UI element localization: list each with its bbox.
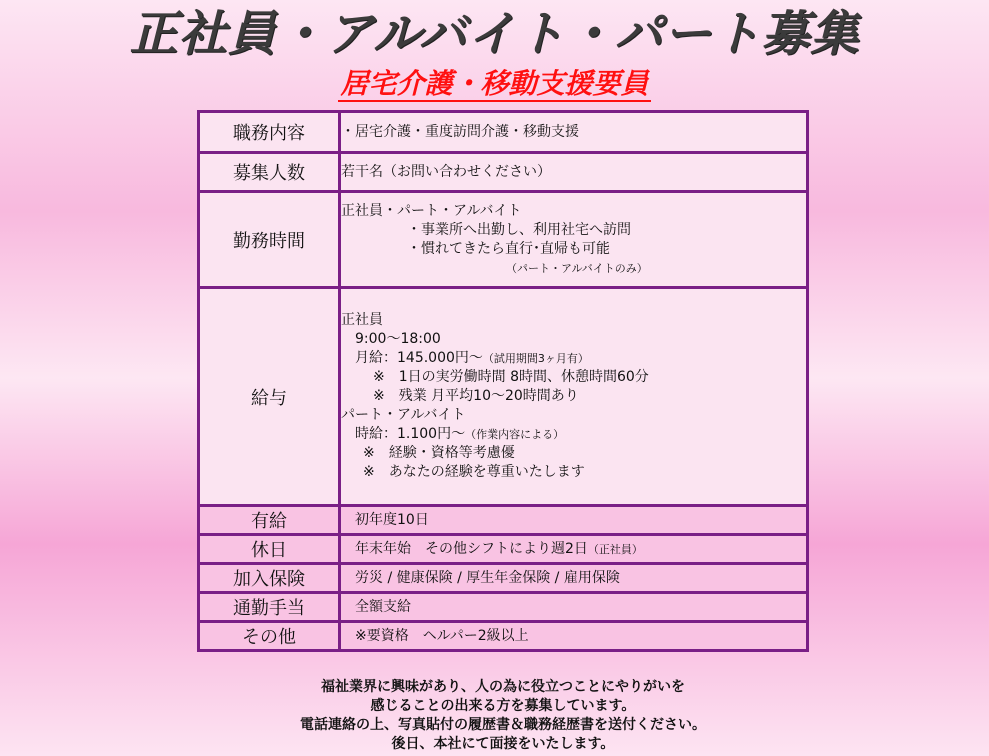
salary-trial-note: （試用期間3ヶ月有） — [482, 352, 589, 365]
content-line: ・事業所へ出勤し、利用社宅へ訪問 — [407, 221, 631, 238]
content-line: 労災 / 健康保険 / 厚生年金保険 / 雇用保険 — [355, 569, 620, 586]
table-row — [199, 288, 808, 506]
row-label: 職務内容 — [199, 112, 340, 153]
content-line: ・居宅介護・重度訪問介護・移動支援 — [341, 123, 579, 140]
content-line: ※要資格 ヘルパー2級以上 — [355, 627, 529, 644]
row-label: 募集人数 — [199, 153, 340, 192]
row-label: 休日 — [199, 535, 340, 564]
job-info-table — [197, 110, 809, 652]
salary-hourly: 時給：1.100円～ — [355, 426, 466, 442]
row-content — [340, 506, 808, 535]
row-label: 通勤手当 — [199, 593, 340, 622]
row-content — [340, 593, 808, 622]
content-line: パート・アルバイト — [341, 407, 466, 423]
row-content — [340, 192, 808, 288]
table-row — [199, 535, 808, 564]
row-label: その他 — [199, 622, 340, 651]
row-content — [340, 564, 808, 593]
row-label: 有給 — [199, 506, 340, 535]
content-line: （パート・アルバイトのみ） — [506, 261, 648, 275]
row-content — [340, 153, 808, 192]
row-content — [340, 622, 808, 651]
content-line: 正社員・パート・アルバイト — [341, 202, 522, 219]
footer-line: 感じることの出来る方を募集しています。 — [370, 698, 636, 714]
footer-line: 後日、本社にて面接をいたします。 — [391, 736, 615, 752]
salary-monthly: 月給：145.000円～ — [355, 350, 483, 366]
salary-hourly-note: （作業内容による） — [465, 428, 565, 441]
content-line: ※ 1日の実労働時間 8時間、休憩時間60分 — [373, 369, 649, 385]
subtitle-text: 居宅介護・移動支援要員 — [340, 67, 649, 100]
content-line: ・慣れてきたら直行･直帰も可能 — [407, 240, 610, 257]
content-line: 初年度10日 — [355, 511, 429, 528]
row-content — [340, 288, 808, 506]
content-line — [341, 540, 806, 559]
row-label: 給与 — [199, 288, 340, 506]
row-label: 勤務時間 — [199, 192, 340, 288]
page-subtitle — [0, 66, 989, 102]
table-row — [199, 506, 808, 535]
table-row — [199, 112, 808, 153]
table-row — [199, 622, 808, 651]
holiday-note: （正社員） — [587, 542, 643, 556]
footer-message — [197, 678, 809, 754]
content-line — [341, 425, 806, 444]
row-content — [340, 112, 808, 153]
content-line: ※ 残業 月平均10～20時間あり — [373, 388, 579, 404]
page-title: 正社員・アルバイト・パート募集 — [129, 6, 860, 62]
content-line: 9:00～18:00 — [355, 331, 441, 347]
content-line: 全額支給 — [355, 598, 411, 615]
holiday-text: 年末年始 その他シフトにより週2日 — [355, 540, 588, 557]
footer-line: 福祉業界に興味があり、人の為に役立つことにやりがいを — [321, 679, 685, 695]
table-row — [199, 192, 808, 288]
content-line — [341, 349, 806, 368]
table-row — [199, 153, 808, 192]
row-content — [340, 535, 808, 564]
table-row — [199, 564, 808, 593]
content-line: 若干名（お問い合わせください） — [341, 163, 551, 180]
row-label: 加入保険 — [199, 564, 340, 593]
content-line: ※ 経験・資格等考慮優 — [363, 445, 515, 461]
footer-line: 電話連絡の上、写真貼付の履歴書＆職務経歴書を送付ください。 — [300, 717, 706, 733]
table-row — [199, 593, 808, 622]
content-line: 正社員 — [341, 312, 383, 328]
content-line: ※ あなたの経験を尊重いたします — [363, 464, 585, 480]
